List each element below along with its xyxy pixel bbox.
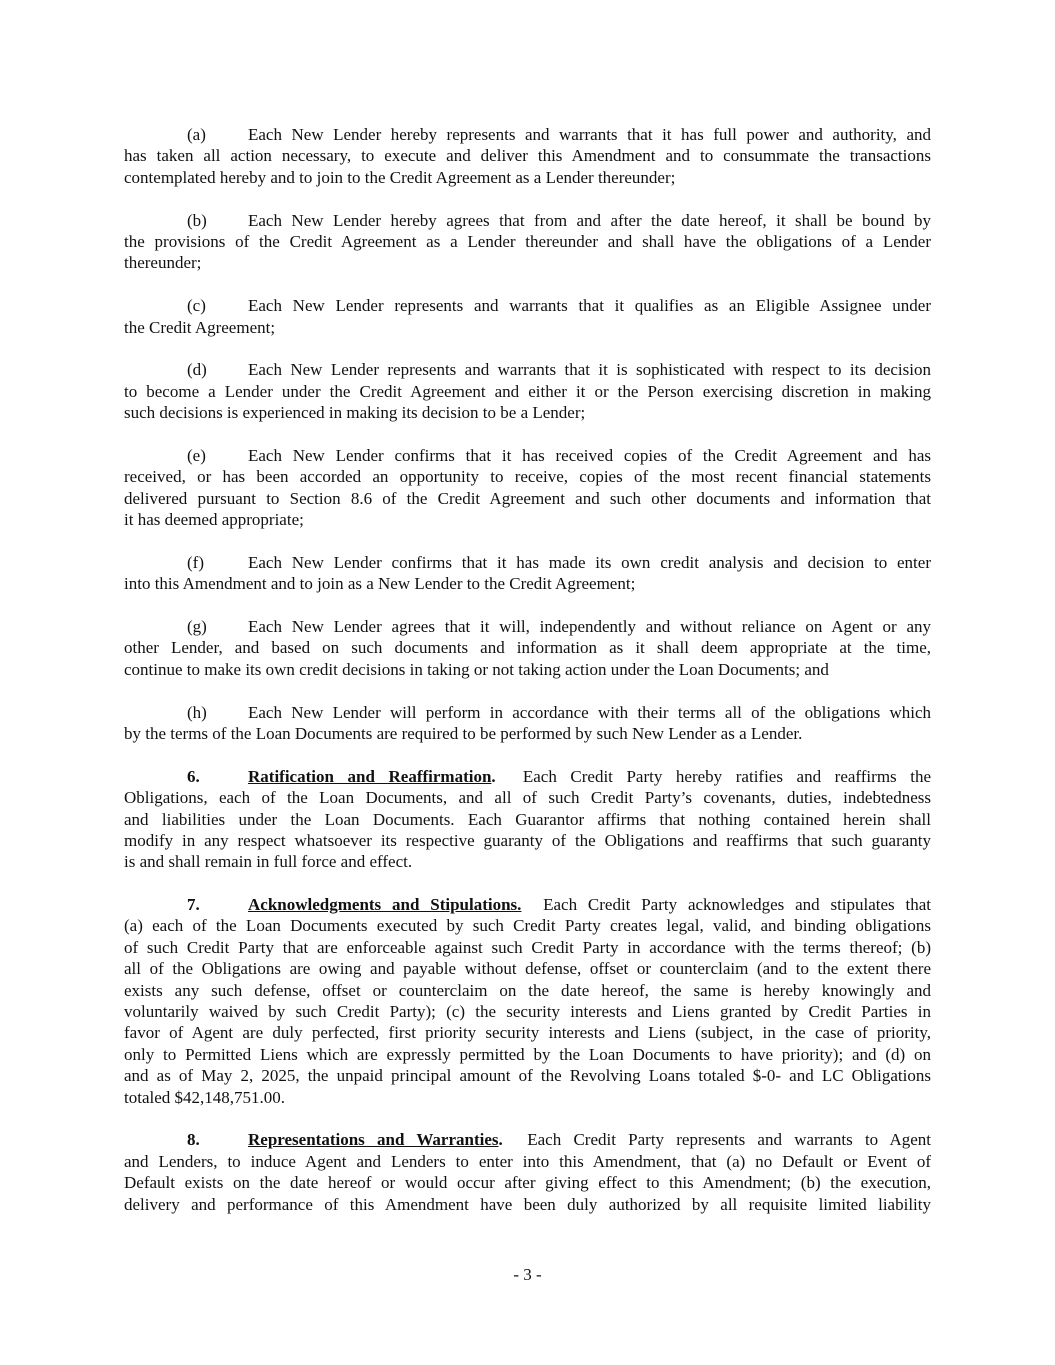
text-line — [124, 915, 931, 936]
line-text: Default exists on the date hereof or would occur after giving effect to this Amendment; (b) the execution, — [124, 1173, 931, 1193]
line-text: and liabilities under the Loan Documents. Each Guarantor affirms that nothing contained herein shall — [124, 809, 931, 829]
line-text: delivery and performance of this Amendment have been duly authorized by all requisite limited liability — [124, 1194, 931, 1214]
text-line — [124, 552, 931, 573]
indent — [124, 894, 187, 915]
line-text: Each Credit Party acknowledges and stipulates that — [543, 895, 931, 915]
indent — [124, 702, 187, 723]
text-line — [124, 1065, 931, 1086]
line-text: Each New Lender represents and warrants that it qualifies as an Eligible Assignee under — [248, 296, 931, 316]
line-text: Each New Lender will perform in accordance with their terms all of the obligations which — [248, 702, 931, 722]
text-line — [124, 1001, 931, 1022]
text-line — [124, 1022, 931, 1043]
text-line — [124, 381, 931, 402]
indent — [124, 124, 187, 145]
text-line — [124, 1044, 931, 1065]
line-text: contemplated hereby and to join to the Credit Agreement as a Lender thereunder; — [124, 167, 676, 187]
document-body — [124, 124, 931, 1236]
text-line — [124, 830, 931, 851]
subsection-paragraph — [124, 295, 931, 338]
section-heading: Acknowledgments and Stipulations. — [248, 895, 522, 915]
indent — [124, 445, 187, 466]
text-line — [124, 1194, 931, 1215]
heading-punctuation: . — [498, 1130, 503, 1150]
section-number: 6. — [187, 766, 200, 786]
text-line — [124, 659, 931, 680]
first-line-text — [248, 894, 931, 915]
line-text: delivered pursuant to Section 8.6 of the Credit Agreement and such other documents and information that — [124, 488, 931, 508]
subsection-label: (f) — [187, 552, 204, 572]
text-line — [124, 937, 931, 958]
line-text: Each New Lender hereby agrees that from and after the date hereof, it shall be bound by — [248, 210, 931, 230]
line-text: has taken all action necessary, to execute and deliver this Amendment and to consummate the transactions — [124, 146, 931, 166]
text-line — [124, 466, 931, 487]
text-line — [124, 509, 931, 530]
page-number: - 3 - — [513, 1265, 542, 1284]
line-text: totaled $42,148,751.00. — [124, 1087, 286, 1107]
subsection-label: (a) — [187, 125, 206, 144]
text-line — [124, 723, 931, 744]
section-paragraph — [124, 766, 931, 873]
subsection-paragraph — [124, 359, 931, 423]
text-line — [124, 231, 931, 252]
text-line — [124, 787, 931, 808]
subsection-label: (g) — [187, 616, 207, 636]
section-heading: Ratification and Reaffirmation — [248, 766, 492, 786]
line-text: Each New Lender agrees that it will, independently and without reliance on Agent or any — [248, 616, 931, 636]
line-text: favor of Agent are duly perfected, first priority security interests and Liens (subject, in the case of priority, — [124, 1023, 931, 1043]
line-text: such decisions is experienced in making its decision to be a Lender; — [124, 403, 586, 423]
subsection-paragraph — [124, 552, 931, 595]
section-number: 8. — [187, 1130, 200, 1150]
line-text: and Lenders, to induce Agent and Lenders to enter into this Amendment, that (a) no Default or Event of — [124, 1151, 931, 1171]
subsection-label: (d) — [187, 360, 207, 380]
text-line — [124, 980, 931, 1001]
subsection-label: (e) — [187, 445, 206, 465]
indent — [124, 295, 187, 316]
line-text: received, or has been accorded an opportunity to receive, copies of the most recent financial statements — [124, 467, 931, 487]
text-line — [124, 702, 931, 723]
text-line — [124, 1151, 931, 1172]
text-line — [124, 317, 931, 338]
text-line — [124, 167, 931, 188]
text-line — [124, 252, 931, 273]
line-text: Each Credit Party hereby ratifies and reaffirms the — [522, 766, 931, 786]
subsection-label: (c) — [187, 296, 206, 316]
section-paragraph — [124, 1129, 931, 1215]
line-text: exists any such defense, offset or counterclaim on the date hereof, the same is hereby knowingly and — [124, 980, 931, 1000]
indent — [124, 210, 187, 231]
subsection-paragraph — [124, 445, 931, 531]
text-line — [124, 637, 931, 658]
line-text: thereunder; — [124, 253, 202, 273]
line-text: the Credit Agreement; — [124, 317, 276, 337]
line-text: and as of May 2, 2025, the unpaid principal amount of the Revolving Loans totaled $-0- and LC Obligations — [124, 1066, 931, 1086]
text-line — [124, 210, 931, 231]
line-text: other Lender, and based on such documents and information as it shall deem appropriate at the time, — [124, 638, 931, 658]
indent — [124, 616, 187, 637]
text-line — [124, 295, 931, 316]
subsection-label: (b) — [187, 210, 207, 230]
subsection-paragraph — [124, 616, 931, 680]
indent — [124, 359, 187, 380]
text-line — [124, 809, 931, 830]
line-text: by the terms of the Loan Documents are required to be performed by such New Lender as a Lender. — [124, 723, 803, 743]
section-number: 7. — [187, 895, 200, 915]
indent — [124, 766, 187, 787]
indent — [124, 1129, 187, 1150]
line-text: Each New Lender represents and warrants that it is sophisticated with respect to its decision — [248, 360, 931, 380]
section-paragraph — [124, 894, 931, 1108]
line-text: Each New Lender hereby represents and warrants that it has full power and authority, and — [248, 125, 931, 144]
line-text: (a) each of the Loan Documents executed by such Credit Party creates legal, valid, and binding obligations — [124, 916, 931, 936]
line-text: to become a Lender under the Credit Agreement and either it or the Person exercising discretion in making — [124, 381, 931, 401]
text-line — [124, 488, 931, 509]
subsection-label: (h) — [187, 702, 207, 722]
text-line — [124, 1129, 931, 1150]
line-text: voluntarily waived by such Credit Party); (c) the security interests and Liens granted by Credit Parties in — [124, 1002, 931, 1022]
text-line — [124, 616, 931, 637]
text-line — [124, 851, 931, 872]
line-text: all of the Obligations are owing and payable without defense, offset or counterclaim (and to the extent there — [124, 959, 931, 979]
text-line — [124, 124, 931, 145]
text-line — [124, 145, 931, 166]
subsection-paragraph — [124, 124, 931, 188]
first-line-text — [248, 766, 931, 787]
line-text: continue to make its own credit decisions in taking or not taking action under the Loan Documents; and — [124, 659, 829, 679]
line-text: is and shall remain in full force and effect. — [124, 852, 413, 872]
text-line — [124, 402, 931, 423]
text-line — [124, 894, 931, 915]
text-line — [124, 359, 931, 380]
text-line — [124, 958, 931, 979]
subsection-paragraph — [124, 210, 931, 274]
subsection-paragraph — [124, 702, 931, 745]
indent — [124, 552, 187, 573]
text-line — [124, 1087, 931, 1108]
line-text: the provisions of the Credit Agreement as a Lender thereunder and shall have the obligations of a Lender — [124, 231, 931, 251]
heading-punctuation: . — [491, 766, 496, 786]
line-text: Obligations, each of the Loan Documents, and all of such Credit Party’s covenants, duties, indebtedness — [124, 788, 931, 808]
line-text: Each Credit Party represents and warrants to Agent — [527, 1130, 931, 1150]
section-heading: Representations and Warranties — [248, 1130, 499, 1150]
text-line — [124, 573, 931, 594]
line-text: it has deemed appropriate; — [124, 510, 304, 530]
text-line — [124, 1172, 931, 1193]
line-text: Each New Lender confirms that it has received copies of the Credit Agreement and has — [248, 445, 931, 465]
text-line — [124, 445, 931, 466]
line-text: modify in any respect whatsoever its respective guaranty of the Obligations and reaffirms that such guaranty — [124, 830, 931, 850]
line-text: into this Amendment and to join as a New Lender to the Credit Agreement; — [124, 574, 636, 594]
line-text: Each New Lender confirms that it has made its own credit analysis and decision to enter — [248, 552, 931, 572]
line-text: of such Credit Party that are enforceable against such Credit Party in accordance with the terms thereof; (b) — [124, 937, 931, 957]
text-line — [124, 766, 931, 787]
line-text: only to Permitted Liens which are expressly permitted by the Loan Documents to have priority); and (d) on — [124, 1044, 931, 1064]
first-line-text — [248, 1129, 931, 1150]
